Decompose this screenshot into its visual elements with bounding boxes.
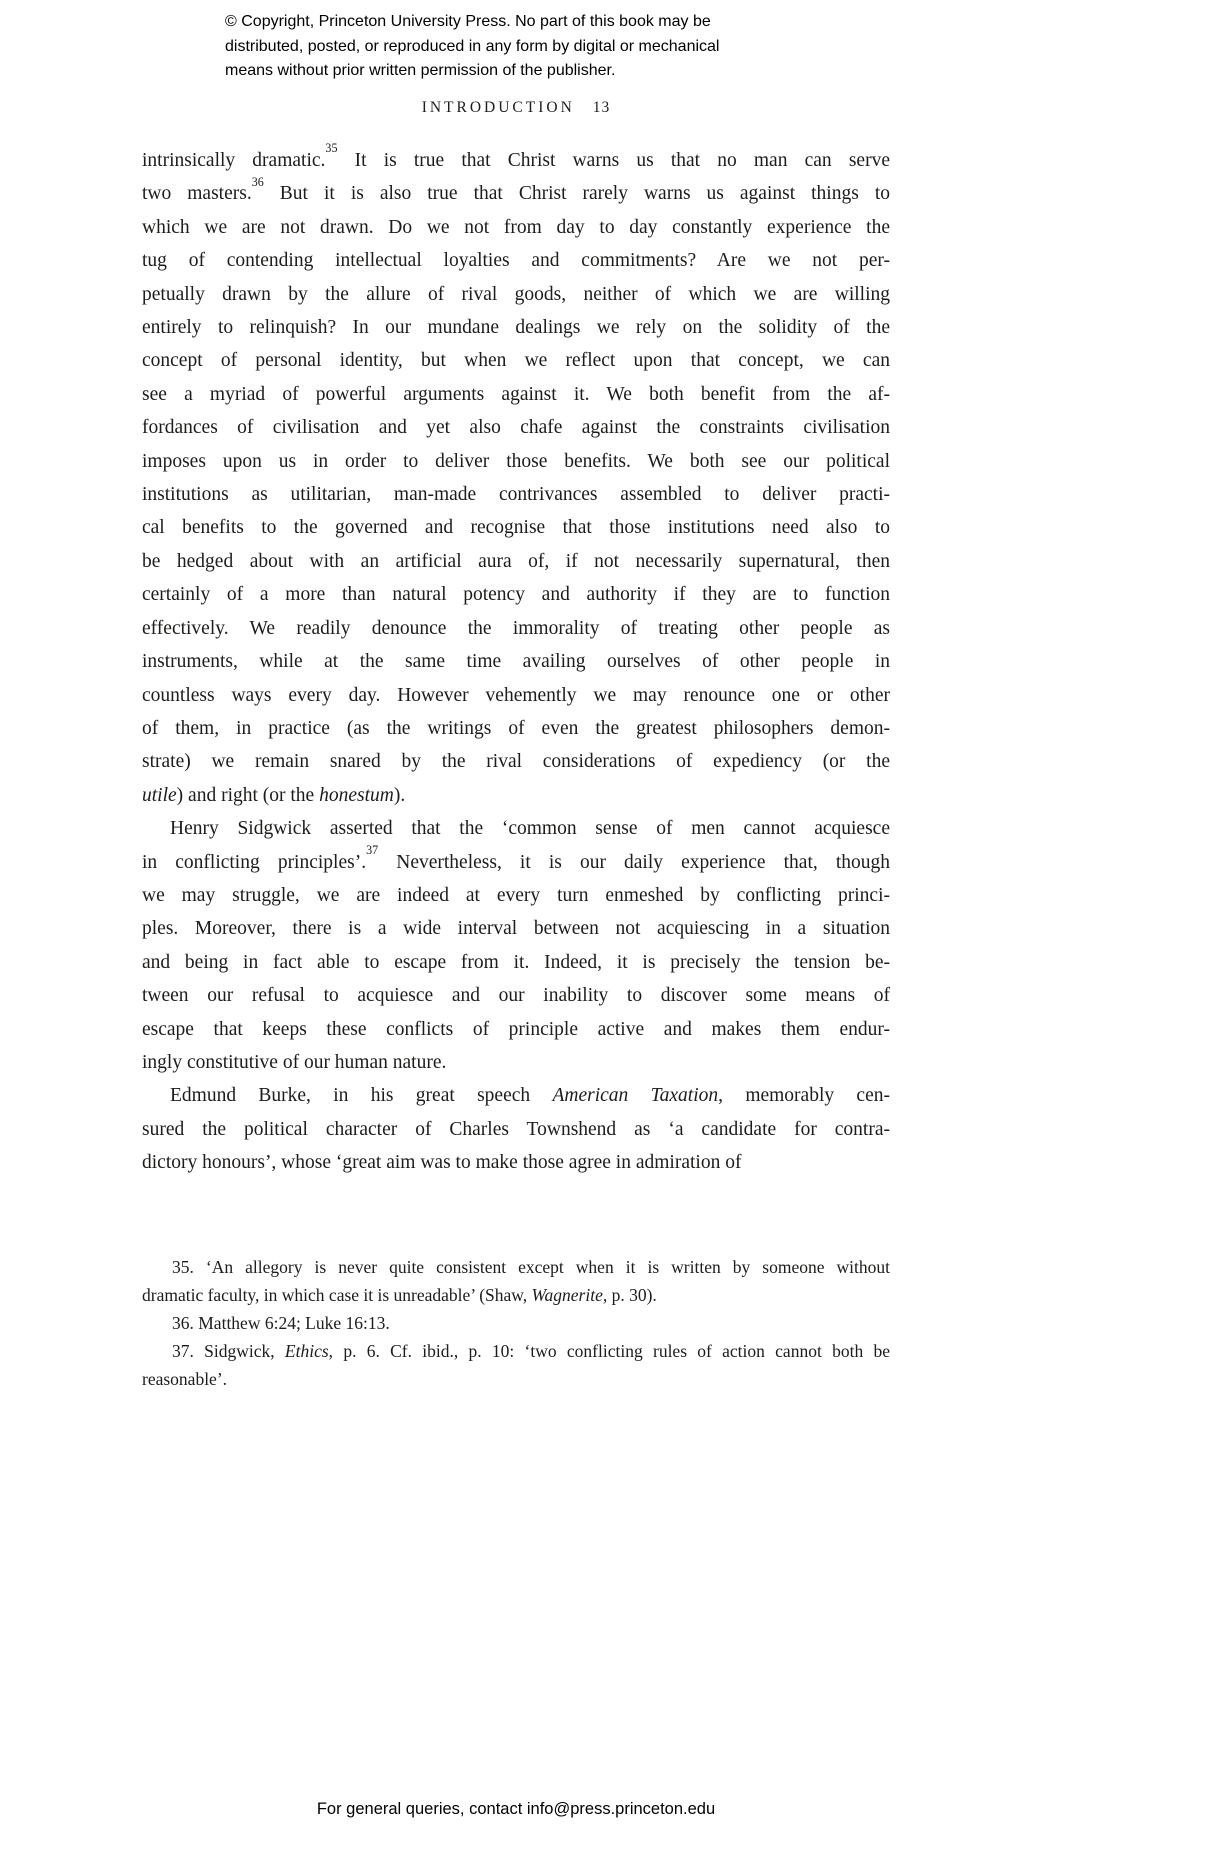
text-segment: ples. Moreover, there is a wide interval between not acquiescing in a situation: [142, 918, 890, 940]
text-segment: entirely to relinquish? In our mundane dealings we rely on the solidity of the: [142, 317, 890, 339]
text-line: [142, 1046, 890, 1079]
text-segment: strate) we remain snared by the rival considerations of expediency (or the: [142, 751, 890, 773]
text-segment: , p. 30).: [602, 1285, 657, 1305]
text-line: [142, 946, 890, 979]
text-segment: see a myriad of powerful arguments against it. We both benefit from the af-: [142, 383, 890, 405]
text-line: [142, 912, 890, 945]
text-line: [142, 1309, 890, 1337]
text-line: [142, 879, 890, 912]
paragraph: [142, 141, 890, 812]
paragraph: [142, 1253, 890, 1309]
text-segment: dictory honours’, whose ‘great aim was to make those agree in admiration of: [142, 1152, 742, 1174]
copyright-line: means without prior written permission of the publisher.: [225, 62, 616, 79]
text-segment: two masters.: [142, 183, 252, 205]
text-segment: and being in fact able to escape from it. Indeed, it is precisely the tension be-: [142, 951, 890, 973]
paragraph: [142, 812, 890, 1079]
copyright-line: © Copyright, Princeton University Press. No part of this book may be: [225, 13, 711, 30]
text-segment: dramatic faculty, in which case it is unreadable’ (Shaw,: [142, 1285, 532, 1305]
text-segment: It is true that Christ warns us that no man can serve: [337, 150, 890, 171]
text-segment: fordances of civilisation and yet also chafe against the constraints civilisation: [142, 417, 890, 439]
italic-text: American Taxation: [552, 1085, 719, 1107]
text-line: [142, 211, 890, 244]
text-segment: But it is also true that Christ rarely warns us against things to: [263, 183, 890, 205]
text-line: [142, 1365, 890, 1393]
text-segment: in conflicting principles’.: [142, 851, 367, 873]
text-segment: ) and right (or the: [176, 784, 320, 806]
text-segment: 35. ‘An allegory is never quite consistent except when it is written by someone without: [172, 1257, 890, 1277]
text-line: [142, 679, 890, 712]
text-segment: intrinsically dramatic.: [142, 150, 326, 171]
text-segment: we may struggle, we are indeed at every turn enmeshed by conflicting princi-: [142, 884, 890, 906]
text-segment: countless ways every day. However vehemently we may renounce one or other: [142, 684, 890, 706]
page-number: 13: [592, 99, 611, 116]
paragraph: [142, 1079, 890, 1179]
chapter-title: INTRODUCTION: [421, 99, 575, 116]
footnote-ref: 37: [366, 843, 379, 857]
text-line: [142, 1013, 890, 1046]
text-segment: which we are not drawn. Do we not from day to day constantly experience the: [142, 216, 890, 238]
text-segment: certainly of a more than natural potency and authority if they are to function: [142, 584, 890, 606]
text-line: [142, 344, 890, 377]
copyright-line: distributed, posted, or reproduced in any form by digital or mechanical: [225, 37, 720, 55]
text-line: [142, 979, 890, 1012]
text-segment: concept of personal identity, but when we reflect upon that concept, we can: [142, 350, 890, 372]
italic-text: Wagnerite: [531, 1285, 603, 1305]
text-line: [142, 511, 890, 544]
text-segment: Edmund Burke, in his great speech: [170, 1085, 553, 1107]
text-line: [142, 712, 890, 745]
text-line: [142, 1281, 890, 1309]
text-line: [142, 478, 890, 511]
italic-text: utile: [142, 784, 177, 806]
text-segment: effectively. We readily denounce the immorality of treating other people as: [142, 617, 890, 639]
text-segment: ingly constitutive of our human nature.: [142, 1051, 447, 1073]
text-line: [142, 1079, 890, 1112]
text-segment: , p. 6. Cf. ibid., p. 10: ‘two conflicting rules of action cannot both be: [328, 1341, 890, 1361]
text-line: [142, 843, 890, 879]
text-line: [142, 1253, 890, 1281]
text-segment: Henry Sidgwick asserted that the ‘common sense of men cannot acquiesce: [170, 818, 890, 840]
text-segment: instruments, while at the same time availing ourselves of other people in: [142, 651, 890, 673]
copyright-notice: [225, 10, 719, 84]
text-segment: cal benefits to the governed and recognise that those institutions need also to: [142, 517, 890, 539]
text-segment: tug of contending intellectual loyalties and commitments? Are we not per-: [142, 250, 890, 272]
text-segment: petually drawn by the allure of rival goods, neither of which we are willing: [142, 283, 890, 305]
italic-text: Ethics: [284, 1341, 329, 1361]
paragraph: [142, 1309, 890, 1337]
text-line: [142, 445, 890, 478]
text-segment: 37. Sidgwick,: [172, 1341, 285, 1361]
text-segment: ).: [393, 784, 406, 806]
footnote-ref: 36: [251, 174, 264, 189]
text-segment: reasonable’.: [142, 1369, 228, 1389]
footnote-ref: 35: [325, 141, 338, 156]
body-text: [142, 141, 890, 1180]
text-line: [142, 244, 890, 277]
text-line: [142, 1113, 890, 1146]
text-line: [142, 411, 890, 444]
text-line: [142, 545, 890, 578]
text-segment: be hedged about with an artificial aura of, if not necessarily supernatural, then: [142, 550, 890, 572]
text-line: [142, 278, 890, 311]
text-line: [142, 1146, 890, 1179]
text-line: [142, 1337, 890, 1365]
text-line: [142, 311, 890, 344]
footnotes: [142, 1253, 890, 1393]
text-line: [142, 378, 890, 411]
text-line: [142, 645, 890, 678]
text-segment: Nevertheless, it is our daily experience that, though: [378, 851, 890, 873]
text-line: [142, 745, 890, 778]
text-line: [142, 779, 890, 812]
text-segment: 36. Matthew 6:24; Luke 16:13.: [172, 1313, 390, 1333]
text-segment: , memorably cen-: [718, 1085, 890, 1107]
footer-queries-text: For general queries, contact info@press.princeton.edu: [316, 1800, 716, 1818]
paragraph: [142, 1337, 890, 1393]
text-line: [142, 612, 890, 645]
text-segment: of them, in practice (as the writings of even the greatest philosophers demon-: [142, 717, 890, 739]
text-segment: escape that keeps these conflicts of principle active and makes them endur-: [142, 1018, 890, 1040]
text-segment: tween our refusal to acquiesce and our inability to discover some means of: [142, 985, 890, 1007]
text-segment: sured the political character of Charles Townshend as ‘a candidate for contra-: [142, 1118, 890, 1140]
text-line: [142, 812, 890, 845]
running-head: [142, 99, 890, 117]
text-line: [142, 141, 890, 177]
text-line: [142, 174, 890, 210]
text-line: [142, 578, 890, 611]
text-segment: institutions as utilitarian, man-made contrivances assembled to deliver practi-: [142, 484, 890, 506]
italic-text: honestum: [319, 784, 394, 806]
text-segment: imposes upon us in order to deliver those benefits. We both see our political: [142, 450, 890, 472]
